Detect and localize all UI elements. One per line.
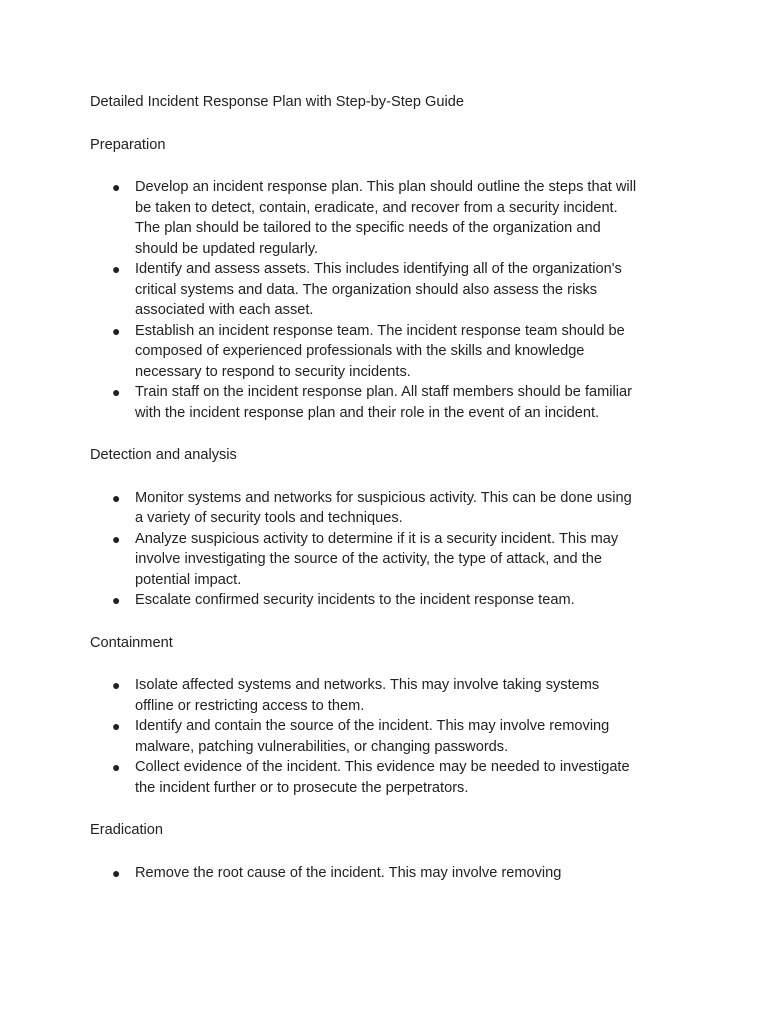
list-item [90,863,650,884]
list-item [90,757,650,798]
list-item [90,321,650,383]
bullet-icon: ● [112,489,121,506]
section-containment [90,633,650,799]
list-item-text: Identify and assess assets. This includes identifying all of the organization's critical systems and data. The organization should also assess the risks associated with each asset. [135,261,622,318]
list-item-text: Collect evidence of the incident. This evidence may be needed to investigate the incident further or to prosecute the perpetrators. [135,759,630,796]
section-eradication [90,820,650,883]
list-item-text: Develop an incident response plan. This plan should outline the steps that will be taken to detect, contain, eradicate, and recover from a security incident. The plan should be tailored to the specific needs of the organization and should be updated regularly. [135,179,637,257]
list-item-text: Train staff on the incident response plan. All staff members should be familiar with the incident response plan and their role in the event of an incident. [135,384,632,421]
bullet-list [90,675,650,798]
section-heading: Preparation [90,136,166,153]
bullet-icon: ● [112,759,121,775]
bullet-icon: ● [112,261,121,277]
list-item [90,675,650,716]
list-item [90,177,650,259]
section-heading: Containment [90,634,173,651]
list-item [90,590,650,611]
bullet-icon: ● [112,322,121,339]
list-item [90,716,650,757]
list-item-text: Monitor systems and networks for suspicious activity. This can be done using a variety of security tools and techniques. [135,489,632,526]
list-item-text: Isolate affected systems and networks. This may involve taking systems offline or restricting access to them. [135,677,600,714]
bullet-list [90,863,650,884]
section-heading: Eradication [90,822,164,838]
list-item-text: Identify and contain the source of the incident. This may involve removing malware, patching vulnerabilities, or changing passwords. [135,718,610,755]
list-item-text: Establish an incident response team. The incident response team should be composed of experienced professionals with the skills and knowledge necessary to respond to security incidents. [135,322,625,380]
bullet-icon: ● [112,384,121,400]
bullet-list [90,177,650,423]
list-item [90,259,650,321]
section-preparation [90,135,650,424]
bullet-icon: ● [112,718,121,734]
bullet-icon: ● [112,179,121,195]
section-heading: Detection and analysis [90,447,237,463]
bullet-icon: ● [112,677,121,693]
list-item-text: Escalate confirmed security incidents to the incident response team. [135,592,575,608]
document-page [90,92,650,905]
list-item [90,382,650,423]
list-item [90,529,650,591]
bullet-icon: ● [112,530,121,547]
list-item-text: Remove the root cause of the incident. This may involve removing [135,864,562,881]
list-item [90,488,650,529]
bullet-list [90,488,650,611]
bullet-icon: ● [112,864,121,881]
list-item-text: Analyze suspicious activity to determine if it is a security incident. This may involve investigating the source of the activity, the type of attack, and the potential impact. [135,530,619,588]
document-title: Detailed Incident Response Plan with Step-by-Step Guide [90,94,464,110]
bullet-icon: ● [112,592,121,608]
section-detection-and-analysis [90,445,650,611]
